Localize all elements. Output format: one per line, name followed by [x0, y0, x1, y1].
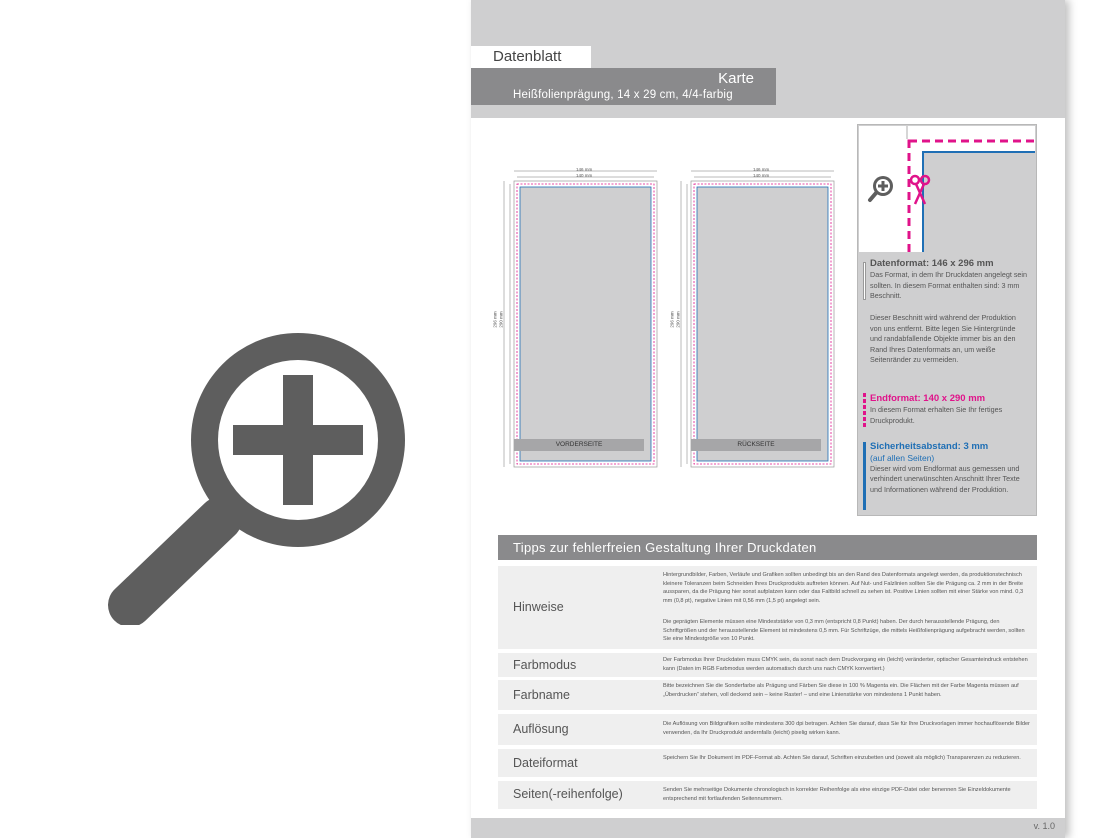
tip-text: Der Farbmodus Ihrer Druckdaten muss CMYK sein, da sonst nach dem Druckvorgang ein (leicht) veränderter, optischer Gesamteindruck entstehen kann (Daten im RGB Farbmodus werden automatisch durch uns nach CMYK konvertiert.): [663, 657, 1028, 672]
sicherheit-text: Dieser wird vom Endformat aus gemessen und verhindert unerwünschten Anschnitt Ihrer Texte und Informationen während der Produktion.: [870, 463, 1020, 494]
tip-text: Speichern Sie Ihr Dokument im PDF-Format ab. Achten Sie darauf, Schriften einzubetten und (soweit als möglich) Transparenzen zu reduzieren.: [663, 755, 1021, 761]
sicherheit-block: [870, 441, 1028, 495]
tip-label: Farbmodus: [513, 658, 577, 672]
tip-text: Hintergrundbilder, Farben, Verläufe und Grafiken sollten unbedingt bis an den Rand des Datenformats angelegt werden, da produktionstechnisch kleinere Toleranzen beim Schneiden Ihres Druckprodukts auftreten können. Auf Nut- und Falzlinien sollten Sie die Prägung ca. 2 mm in der Breite aussparen, da die Prägung hier sonst aufplatzen kann oder das Faltbild schnell zu sehen ist. Positive Linien sollten mit einer Stärke von mind. 0,3 mm (0,8 pt), negative Linien mit 0,56 mm (1,5 pt) angelegt sein.: [663, 572, 1024, 604]
tip-label: Dateiformat: [513, 756, 578, 770]
tip-text: Senden Sie mehrseitige Dokumente chronologisch in korrekter Reihenfolge als eine einzige PDF-Datei oder benennen Sie Einzeldokumente entsprechend mit fortlaufenden Seitennummern.: [663, 787, 1011, 802]
page-footer-band: [471, 818, 1065, 838]
datenformat-title: Datenformat: 146 x 296 mm: [870, 258, 994, 269]
datasheet-tab: Datenblatt: [471, 46, 591, 68]
datenformat-text: Das Format, in dem Ihr Druckdaten angelegt sein sollten. In diesem Format enthalten sind: 3 mm Beschnitt.: [870, 270, 1028, 300]
tip-label: Hinweise: [513, 600, 564, 614]
width-outer-label: 146 mm: [576, 167, 593, 172]
title-band: [471, 68, 776, 105]
sicherheit-sub: (auf allen Seiten): [870, 453, 935, 463]
height-outer-label: 296 mm: [492, 311, 498, 328]
datasheet-page: [471, 0, 1065, 838]
tip-row-seiten: [498, 781, 1037, 809]
tip-row-dateiformat: [498, 749, 1037, 777]
tip-row-aufloesung: [498, 714, 1037, 745]
datenformat-marker: [863, 262, 866, 300]
specimen-label: RÜCKSEITE: [691, 439, 821, 451]
specimen-label: VORDERSEITE: [514, 439, 644, 451]
format-detail-box: [857, 124, 1037, 516]
tips-heading: Tipps zur fehlerfreien Gestaltung Ihrer Druckdaten: [498, 535, 1037, 560]
height-inner-label: 290 mm: [675, 311, 681, 328]
beschnitt-text: Dieser Beschnitt wird während der Produktion von uns entfernt. Bitte legen Sie Hintergründe und randabfallende Objekte immer bis an den Rand Ihres Datenformats an, um weiße Seitenränder zu vermeiden.: [870, 313, 1016, 364]
width-outer-label: 146 mm: [753, 167, 770, 172]
zoom-in-icon[interactable]: [100, 305, 460, 625]
tip-label: Auflösung: [513, 722, 569, 736]
sicherheit-marker: [863, 442, 866, 510]
tip-label: Seiten(-reihenfolge): [513, 787, 623, 801]
specimen-front: [492, 167, 658, 472]
width-inner-label: 140 mm: [576, 173, 593, 178]
specimen-back: [669, 167, 835, 472]
corner-detail-image: [859, 126, 1035, 252]
product-title: Karte: [718, 70, 754, 87]
endformat-title: Endformat: 140 x 290 mm: [870, 393, 986, 404]
tip-label: Farbname: [513, 688, 570, 702]
sicherheit-title: Sicherheitsabstand: 3 mm: [870, 441, 989, 452]
endformat-block: [870, 393, 1028, 426]
tip-row-farbname: [498, 680, 1037, 710]
tip-text-2: Die geprägten Elemente müssen eine Mindeststärke von 0,3 mm (entspricht 0,8 Punkt) haben. Der durch herausstellende Prägung, den Schriftgrößen und der herausstellende Element ist mindestens 0,5 mm. Für Schriftzüge, die mittels Heißfolienprägung aufgebracht werden, sollten Sie eine Mindestgröße von 10 Punkt.: [663, 619, 1025, 643]
zoom-in-icon: [870, 176, 893, 200]
tip-text: Bitte bezeichnen Sie die Sonderfarbe als Prägung und Färben Sie diese in 100 % Magenta ein. Die Flächen mit der Farbe Magenta müssen auf „Überdrucken“ stehen, voll deckend sein – keine Raster! – und eine Linienstärke von mindestens 1 Punkt haben.: [663, 683, 1019, 698]
endformat-marker: [863, 393, 866, 427]
datenformat-block: [870, 258, 1028, 302]
version-label: v. 1.0: [1033, 821, 1055, 831]
endformat-text: In diesem Format erhalten Sie Ihr fertiges Druckprodukt.: [870, 405, 1003, 425]
tip-row-farbmodus: [498, 653, 1037, 677]
height-outer-label: 296 mm: [669, 311, 675, 328]
tip-row-hinweise: [498, 566, 1037, 649]
width-inner-label: 140 mm: [753, 173, 770, 178]
tip-text: Die Auflösung von Bildgrafiken sollte mindestens 300 dpi betragen. Achten Sie darauf, dass Sie für Ihre Druckvorlagen immer hochauflösende Bilder verwenden, da Ihr Druckprodukt andernfalls (leicht) pixelig wirken kann.: [663, 721, 1030, 736]
height-inner-label: 290 mm: [498, 311, 504, 328]
product-subtitle: Heißfolienprägung, 14 x 29 cm, 4/4-farbig: [513, 89, 733, 101]
